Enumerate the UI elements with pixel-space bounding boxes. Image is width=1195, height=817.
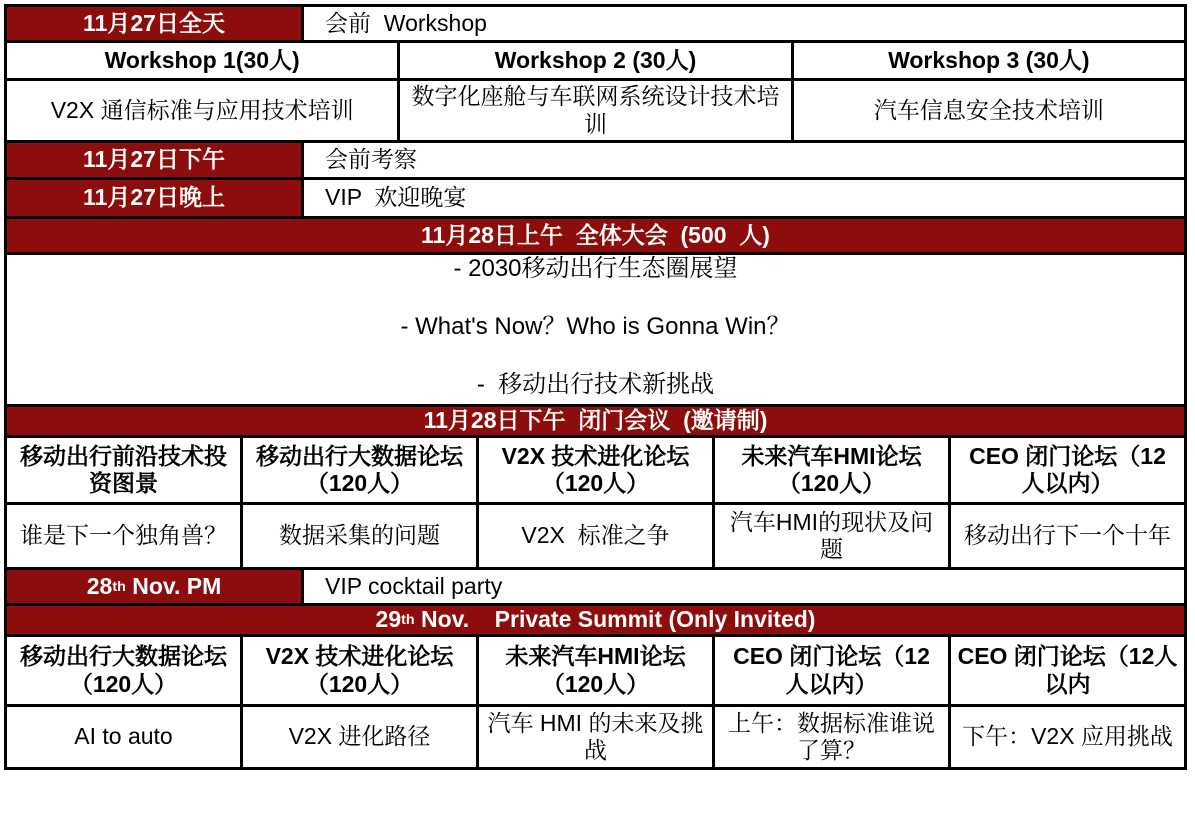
date-cell-nov27-pm [7, 143, 304, 177]
summit-forum-header-cell-5 [951, 637, 1184, 704]
date-cell-nov28-pm: 28 th Nov. PM [7, 570, 304, 603]
workshop-topic-cell-3 [794, 81, 1184, 140]
plenary-topics-cell [7, 255, 1184, 404]
plenary-topic-3: - 移动出行技术新挑战 [476, 370, 715, 398]
plenary-topic-2: - What's Now？Who is Gonna Win？ [400, 312, 791, 340]
forum-header-cell-2 [243, 438, 479, 502]
date-number: 28 [86, 572, 113, 599]
row-forum-topics [7, 505, 1184, 570]
forum-header-cell-4 [715, 438, 951, 502]
summit-forum-header-cell-4 [715, 637, 951, 704]
row-pre-tour [7, 143, 1184, 180]
summit-forum-topic-cell-2 [243, 707, 479, 767]
plenary-header-cell [7, 219, 1184, 252]
row-vip-banquet [7, 180, 1184, 219]
forum-header-cell-5 [951, 438, 1184, 502]
workshop-topic-cell-2 [400, 81, 793, 140]
forum-topic-3: V2X 标准之争 [521, 522, 670, 549]
forum-header-1: 移动出行前沿技术投资图景 [20, 442, 227, 496]
forum-header-3: V2X 技术进化论坛（120人） [501, 442, 690, 496]
closed-meeting-header-cell [7, 407, 1184, 435]
summit-forum-header-cell-2 [243, 637, 479, 704]
summit-forum-header-cell-1 [7, 637, 243, 704]
event-cell-preworkshop [304, 7, 1184, 40]
workshop-topic-2: 数字化座舱与车联网系统设计技术培训 [411, 83, 780, 137]
forum-header-cell-1 [7, 438, 243, 502]
event-cell-cocktail [304, 570, 1184, 603]
summit-forum-topic-cell-4 [715, 707, 951, 767]
forum-topic-1: 谁是下一个独角兽？ [20, 522, 227, 549]
summit-forum-topic-1: AI to auto [74, 723, 173, 750]
date-label: 11月27日晚上 [83, 184, 225, 211]
summit-forum-topic-4: 上午：数据标准谁说了算？ [728, 709, 935, 763]
workshop-header-cell-2 [400, 43, 793, 78]
row-closed-meeting-header [7, 407, 1184, 438]
row-cocktail [7, 570, 1184, 606]
plenary-topic-1: - 2030移动出行生态圈展望 [453, 255, 738, 282]
summit-forum-header-3: 未来汽车HMI论坛（120人） [505, 643, 686, 697]
date-label: 11月27日全天 [83, 9, 225, 36]
workshop-2-label: Workshop 2 (30人) [494, 46, 697, 73]
date-cell-nov27-evening [7, 180, 304, 216]
summit-forum-header-4: CEO 闭门论坛（12 人以内） [733, 643, 930, 697]
plenary-header-label: 11月28日上午 全体大会 (500 人) [421, 221, 770, 248]
row-summit-forum-topics [7, 707, 1184, 767]
row-summit-forum-headers [7, 637, 1184, 707]
summit-forum-header-cell-3 [479, 637, 715, 704]
forum-topic-cell-5 [951, 505, 1184, 567]
agenda-table [4, 4, 1187, 770]
summit-forum-topic-5: 下午：V2X 应用挑战 [962, 723, 1173, 750]
row-summit-header [7, 606, 1184, 637]
row-plenary-header [7, 219, 1184, 255]
summit-forum-header-1: 移动出行大数据论坛（120人） [20, 643, 227, 697]
workshop-1-label: Workshop 1(30人) [104, 46, 300, 73]
forum-topic-cell-2 [243, 505, 479, 567]
workshop-topic-1: V2X 通信标准与应用技术培训 [50, 96, 354, 123]
workshop-topic-3: 汽车信息安全技术培训 [873, 96, 1104, 123]
summit-header-cell: 29 th Nov. Private Summit (Only Invited) [7, 606, 1184, 634]
summit-date-number: 29 [375, 606, 402, 633]
row-plenary-topics [7, 255, 1184, 407]
forum-header-2: 移动出行大数据论坛（120人） [256, 442, 463, 496]
row-workshop-topics [7, 81, 1184, 143]
workshop-3-label: Workshop 3 (30人) [888, 46, 1090, 73]
summit-forum-header-5: CEO 闭门论坛（12人以内 [957, 643, 1178, 697]
row-preworkshop [7, 7, 1184, 43]
date-rest: Nov. PM [125, 572, 222, 599]
workshop-topic-cell-1 [7, 81, 400, 140]
summit-forum-topic-cell-5 [951, 707, 1184, 767]
forum-topic-cell-3 [479, 505, 715, 567]
forum-topic-5: 移动出行下一个十年 [964, 522, 1171, 549]
summit-header-label: Nov. Private Summit (Only Invited) [414, 606, 816, 633]
forum-topic-2: 数据采集的问题 [279, 522, 440, 549]
summit-forum-topic-cell-1 [7, 707, 243, 767]
row-workshop-headers [7, 43, 1184, 81]
event-cell-vip-banquet [304, 180, 1184, 216]
workshop-header-cell-1 [7, 43, 400, 78]
forum-header-5: CEO 闭门论坛（12 人以内） [969, 442, 1166, 496]
date-label: 11月27日下午 [83, 146, 225, 173]
forum-header-4: 未来汽车HMI论坛（120人） [741, 442, 922, 496]
closed-meeting-header-label: 11月28日下午 闭门会议 (邀请制) [423, 407, 768, 434]
event-label: 会前 Workshop [325, 9, 487, 36]
summit-forum-topic-cell-3 [479, 707, 715, 767]
summit-forum-topic-3: 汽车 HMI 的未来及挑战 [487, 709, 704, 763]
forum-header-cell-3 [479, 438, 715, 502]
summit-forum-header-2: V2X 技术进化论坛（120人） [265, 643, 454, 697]
date-cell-nov27-all-day [7, 7, 304, 40]
event-label: 会前考察 [325, 146, 417, 173]
event-label: VIP 欢迎晚宴 [325, 184, 467, 211]
event-label: VIP cocktail party [325, 572, 503, 599]
summit-forum-topic-2: V2X 进化路径 [288, 723, 431, 750]
forum-topic-4: 汽车HMI的现状及问题 [729, 508, 934, 562]
workshop-header-cell-3 [794, 43, 1184, 78]
row-forum-headers [7, 438, 1184, 505]
event-cell-pre-tour [304, 143, 1184, 177]
forum-topic-cell-1 [7, 505, 243, 567]
forum-topic-cell-4 [715, 505, 951, 567]
